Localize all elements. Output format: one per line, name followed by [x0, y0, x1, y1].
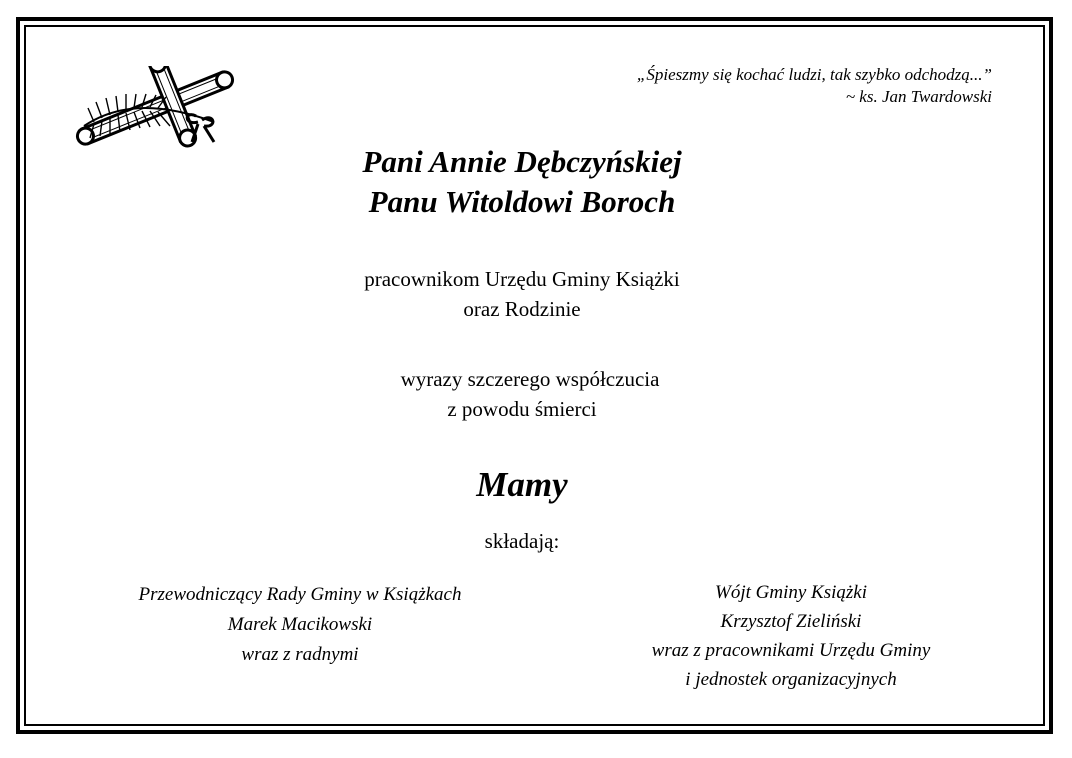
signature-line: i jednostek organizacyjnych — [685, 669, 897, 690]
signature-line: Krzysztof Zieliński — [720, 611, 862, 632]
description-line: pracownikom Urzędu Gminy Książki — [364, 267, 680, 291]
recipient-name: Panu Witoldowi Boroch — [368, 184, 676, 219]
signature-line: wraz z pracownikami Urzędu Gminy — [651, 640, 931, 661]
recipient-name: Pani Annie Dębczyńskiej — [362, 144, 682, 179]
condolence-line: wyrazy szczerego współczucia — [400, 367, 660, 391]
quote-author: ~ ks. Jan Twardowski — [845, 87, 992, 106]
recipients-description — [232, 264, 812, 324]
deceased-title: Mamy — [476, 465, 568, 504]
signature-left — [90, 580, 510, 670]
signature-line: wraz z radnymi — [241, 644, 359, 665]
signature-line: Wójt Gminy Książki — [715, 582, 867, 603]
quote-block — [637, 64, 992, 108]
condolence-line: z powodu śmierci — [447, 397, 597, 421]
quote-text: „Śpieszmy się kochać ludzi, tak szybko odchodzą...” — [636, 65, 992, 84]
cross-with-palm-branch-icon — [74, 66, 236, 150]
recipients — [232, 142, 812, 222]
condolence-text — [232, 364, 812, 424]
signature-line: Marek Macikowski — [227, 614, 373, 635]
signature-right — [586, 578, 996, 694]
submitted-by: składają: — [484, 529, 560, 553]
description-line: oraz Rodzinie — [463, 297, 581, 321]
signature-line: Przewodniczący Rady Gminy w Książkach — [138, 584, 462, 605]
